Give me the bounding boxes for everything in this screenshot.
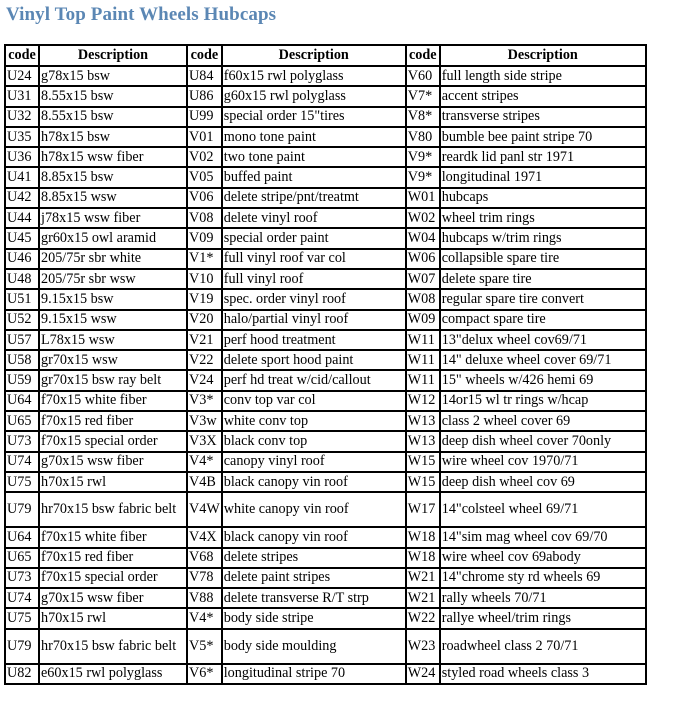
wheel-description-cell: regular spare tire convert xyxy=(440,289,646,309)
paint-code-cell: V1* xyxy=(187,249,222,269)
tire-code-cell: U46 xyxy=(5,249,39,269)
table-row xyxy=(5,452,646,472)
tire-description-cell: 205/75r sbr white xyxy=(39,249,187,269)
table-row xyxy=(5,608,646,628)
tire-description-cell: 9.15x15 wsw xyxy=(39,310,187,330)
table-row xyxy=(5,310,646,330)
paint-code-cell: V08 xyxy=(187,208,222,228)
wheel-description-cell: rallye wheel/trim rings xyxy=(440,608,646,628)
tire-code-cell: U58 xyxy=(5,350,39,370)
wheel-code-cell: V80 xyxy=(406,127,440,147)
tire-description-cell: 9.15x15 bsw xyxy=(39,289,187,309)
paint-description-cell: body side moulding xyxy=(222,629,406,664)
wheel-description-cell: 14" deluxe wheel cover 69/71 xyxy=(440,350,646,370)
table-row xyxy=(5,431,646,451)
tire-description-cell: 8.85x15 bsw xyxy=(39,167,187,187)
table-row xyxy=(5,249,646,269)
table-row xyxy=(5,350,646,370)
paint-description-cell: two tone paint xyxy=(222,147,406,167)
wheel-code-cell: W21 xyxy=(406,588,440,608)
paint-code-cell: V22 xyxy=(187,350,222,370)
codes-table xyxy=(4,44,647,685)
paint-description-cell: body side stripe xyxy=(222,608,406,628)
wheel-description-cell: deep dish wheel cover 70only xyxy=(440,431,646,451)
table-row xyxy=(5,228,646,248)
paint-description-cell: longitudinal stripe 70 xyxy=(222,664,406,684)
wheel-description-cell: compact spare tire xyxy=(440,310,646,330)
paint-code-cell: V20 xyxy=(187,310,222,330)
tire-code-cell: U51 xyxy=(5,289,39,309)
wheel-code-cell: W11 xyxy=(406,330,440,350)
wheel-description-cell: transverse stripes xyxy=(440,107,646,127)
wheel-description-cell: 14"colsteel wheel 69/71 xyxy=(440,492,646,527)
table-row xyxy=(5,289,646,309)
table-row xyxy=(5,629,646,664)
wheel-description-cell: class 2 wheel cover 69 xyxy=(440,411,646,431)
paint-description-cell: black canopy vin roof xyxy=(222,527,406,547)
tire-code-cell: U24 xyxy=(5,66,39,86)
table-row xyxy=(5,107,646,127)
tire-description-cell: h78x15 bsw xyxy=(39,127,187,147)
tire-description-cell: f70x15 special order xyxy=(39,431,187,451)
wheel-code-cell: W17 xyxy=(406,492,440,527)
paint-description-cell: conv top var col xyxy=(222,391,406,411)
paint-description-cell: white canopy vin roof xyxy=(222,492,406,527)
paint-description-cell: f60x15 rwl polyglass xyxy=(222,66,406,86)
paint-code-cell: V24 xyxy=(187,370,222,390)
tire-description-cell: 8.55x15 bsw xyxy=(39,86,187,106)
tire-description-cell: j78x15 wsw fiber xyxy=(39,208,187,228)
tire-code-cell: U64 xyxy=(5,527,39,547)
tire-code-cell: U42 xyxy=(5,188,39,208)
paint-description-cell: delete vinyl roof xyxy=(222,208,406,228)
column-header-code: code xyxy=(187,45,222,66)
table-row xyxy=(5,167,646,187)
wheel-description-cell: wheel trim rings xyxy=(440,208,646,228)
paint-description-cell: spec. order vinyl roof xyxy=(222,289,406,309)
paint-code-cell: V78 xyxy=(187,568,222,588)
wheel-code-cell: W18 xyxy=(406,527,440,547)
tire-description-cell: g70x15 wsw fiber xyxy=(39,588,187,608)
paint-description-cell: delete sport hood paint xyxy=(222,350,406,370)
column-header-description: Description xyxy=(39,45,187,66)
tire-code-cell: U73 xyxy=(5,431,39,451)
paint-description-cell: white conv top xyxy=(222,411,406,431)
paint-code-cell: V06 xyxy=(187,188,222,208)
paint-description-cell: canopy vinyl roof xyxy=(222,452,406,472)
wheel-description-cell: roadwheel class 2 70/71 xyxy=(440,629,646,664)
paint-description-cell: delete stripes xyxy=(222,548,406,568)
paint-description-cell: black canopy vin roof xyxy=(222,472,406,492)
wheel-code-cell: W18 xyxy=(406,548,440,568)
wheel-code-cell: V60 xyxy=(406,66,440,86)
table-row xyxy=(5,664,646,684)
paint-description-cell: special order 15"tires xyxy=(222,107,406,127)
tire-code-cell: U75 xyxy=(5,608,39,628)
table-row xyxy=(5,66,646,86)
wheel-code-cell: W11 xyxy=(406,350,440,370)
wheel-code-cell: W22 xyxy=(406,608,440,628)
paint-description-cell: delete transverse R/T strp xyxy=(222,588,406,608)
table-header-row xyxy=(5,45,646,66)
table-body xyxy=(5,66,646,684)
tire-code-cell: U65 xyxy=(5,411,39,431)
tire-description-cell: gr60x15 owl aramid xyxy=(39,228,187,248)
table-row xyxy=(5,588,646,608)
wheel-code-cell: W23 xyxy=(406,629,440,664)
wheel-code-cell: W13 xyxy=(406,411,440,431)
table-row xyxy=(5,370,646,390)
tire-description-cell: 205/75r sbr wsw xyxy=(39,269,187,289)
tire-description-cell: f70x15 red fiber xyxy=(39,411,187,431)
wheel-description-cell: wire wheel cov 1970/71 xyxy=(440,452,646,472)
tire-code-cell: U44 xyxy=(5,208,39,228)
wheel-code-cell: W11 xyxy=(406,370,440,390)
paint-code-cell: V09 xyxy=(187,228,222,248)
tire-code-cell: U59 xyxy=(5,370,39,390)
wheel-description-cell: 15" wheels w/426 hemi 69 xyxy=(440,370,646,390)
tire-description-cell: e60x15 rwl polyglass xyxy=(39,664,187,684)
paint-code-cell: V3* xyxy=(187,391,222,411)
wheel-description-cell: full length side stripe xyxy=(440,66,646,86)
paint-description-cell: mono tone paint xyxy=(222,127,406,147)
table-row xyxy=(5,269,646,289)
table-row xyxy=(5,208,646,228)
paint-code-cell: V02 xyxy=(187,147,222,167)
tire-code-cell: U65 xyxy=(5,548,39,568)
tire-description-cell: h70x15 rwl xyxy=(39,608,187,628)
paint-description-cell: black conv top xyxy=(222,431,406,451)
tire-code-cell: U74 xyxy=(5,452,39,472)
tire-description-cell: h78x15 wsw fiber xyxy=(39,147,187,167)
tire-code-cell: U31 xyxy=(5,86,39,106)
wheel-code-cell: W01 xyxy=(406,188,440,208)
wheel-code-cell: W02 xyxy=(406,208,440,228)
column-header-description: Description xyxy=(222,45,406,66)
page-title: Vinyl Top Paint Wheels Hubcaps xyxy=(6,4,277,25)
wheel-description-cell: deep dish wheel cov 69 xyxy=(440,472,646,492)
tire-code-cell: U79 xyxy=(5,629,39,664)
wheel-code-cell: W21 xyxy=(406,568,440,588)
wheel-description-cell: collapsible spare tire xyxy=(440,249,646,269)
paint-code-cell: U99 xyxy=(187,107,222,127)
tire-description-cell: h70x15 rwl xyxy=(39,472,187,492)
wheel-description-cell: 14or15 wl tr rings w/hcap xyxy=(440,391,646,411)
paint-code-cell: V19 xyxy=(187,289,222,309)
paint-description-cell: full vinyl roof xyxy=(222,269,406,289)
wheel-description-cell: hubcaps xyxy=(440,188,646,208)
wheel-description-cell: 14"chrome sty rd wheels 69 xyxy=(440,568,646,588)
tire-code-cell: U75 xyxy=(5,472,39,492)
wheel-code-cell: W04 xyxy=(406,228,440,248)
wheel-code-cell: W08 xyxy=(406,289,440,309)
wheel-code-cell: W24 xyxy=(406,664,440,684)
paint-code-cell: U86 xyxy=(187,86,222,106)
tire-code-cell: U73 xyxy=(5,568,39,588)
paint-code-cell: V10 xyxy=(187,269,222,289)
column-header-description: Description xyxy=(440,45,646,66)
paint-code-cell: V21 xyxy=(187,330,222,350)
wheel-code-cell: W07 xyxy=(406,269,440,289)
wheel-description-cell: 14"sim mag wheel cov 69/70 xyxy=(440,527,646,547)
tire-description-cell: L78x15 wsw xyxy=(39,330,187,350)
tire-description-cell: gr70x15 wsw xyxy=(39,350,187,370)
tire-description-cell: f70x15 red fiber xyxy=(39,548,187,568)
wheel-code-cell: V7* xyxy=(406,86,440,106)
wheel-description-cell: delete spare tire xyxy=(440,269,646,289)
wheel-code-cell: W06 xyxy=(406,249,440,269)
tire-description-cell: f70x15 special order xyxy=(39,568,187,588)
table-row xyxy=(5,330,646,350)
wheel-description-cell: 13"delux wheel cov69/71 xyxy=(440,330,646,350)
tire-code-cell: U57 xyxy=(5,330,39,350)
tire-code-cell: U64 xyxy=(5,391,39,411)
wheel-description-cell: wire wheel cov 69abody xyxy=(440,548,646,568)
wheel-code-cell: V8* xyxy=(406,107,440,127)
paint-code-cell: V3X xyxy=(187,431,222,451)
tire-description-cell: gr70x15 bsw ray belt xyxy=(39,370,187,390)
paint-description-cell: special order paint xyxy=(222,228,406,248)
column-header-code: code xyxy=(406,45,440,66)
tire-code-cell: U82 xyxy=(5,664,39,684)
tire-code-cell: U52 xyxy=(5,310,39,330)
table-row xyxy=(5,411,646,431)
table-row xyxy=(5,548,646,568)
tire-description-cell: 8.55x15 bsw xyxy=(39,107,187,127)
paint-code-cell: V68 xyxy=(187,548,222,568)
table-row xyxy=(5,86,646,106)
table-row xyxy=(5,188,646,208)
paint-description-cell: full vinyl roof var col xyxy=(222,249,406,269)
table-row xyxy=(5,472,646,492)
wheel-description-cell: rally wheels 70/71 xyxy=(440,588,646,608)
tire-description-cell: f70x15 white fiber xyxy=(39,527,187,547)
paint-code-cell: V01 xyxy=(187,127,222,147)
wheel-code-cell: W15 xyxy=(406,472,440,492)
paint-description-cell: delete paint stripes xyxy=(222,568,406,588)
column-header-code: code xyxy=(5,45,39,66)
wheel-description-cell: accent stripes xyxy=(440,86,646,106)
paint-code-cell: V05 xyxy=(187,167,222,187)
paint-description-cell: delete stripe/pnt/treatmt xyxy=(222,188,406,208)
tire-description-cell: g78x15 bsw xyxy=(39,66,187,86)
wheel-description-cell: reardk lid panl str 1971 xyxy=(440,147,646,167)
tire-code-cell: U45 xyxy=(5,228,39,248)
paint-code-cell: V4* xyxy=(187,608,222,628)
wheel-code-cell: W12 xyxy=(406,391,440,411)
table-row xyxy=(5,527,646,547)
table-row xyxy=(5,127,646,147)
table-row xyxy=(5,391,646,411)
wheel-description-cell: bumble bee paint stripe 70 xyxy=(440,127,646,147)
wheel-code-cell: V9* xyxy=(406,167,440,187)
tire-code-cell: U48 xyxy=(5,269,39,289)
wheel-code-cell: W15 xyxy=(406,452,440,472)
wheel-description-cell: longitudinal 1971 xyxy=(440,167,646,187)
wheel-description-cell: hubcaps w/trim rings xyxy=(440,228,646,248)
paint-description-cell: halo/partial vinyl roof xyxy=(222,310,406,330)
table-row xyxy=(5,147,646,167)
wheel-code-cell: V9* xyxy=(406,147,440,167)
wheel-code-cell: W13 xyxy=(406,431,440,451)
paint-code-cell: V4B xyxy=(187,472,222,492)
tire-code-cell: U35 xyxy=(5,127,39,147)
paint-code-cell: V4W xyxy=(187,492,222,527)
paint-code-cell: V4* xyxy=(187,452,222,472)
paint-code-cell: V6* xyxy=(187,664,222,684)
wheel-description-cell: styled road wheels class 3 xyxy=(440,664,646,684)
paint-code-cell: V5* xyxy=(187,629,222,664)
wheel-code-cell: W09 xyxy=(406,310,440,330)
paint-description-cell: g60x15 rwl polyglass xyxy=(222,86,406,106)
tire-code-cell: U74 xyxy=(5,588,39,608)
table-row xyxy=(5,568,646,588)
tire-code-cell: U41 xyxy=(5,167,39,187)
paint-code-cell: U84 xyxy=(187,66,222,86)
tire-code-cell: U36 xyxy=(5,147,39,167)
tire-description-cell: hr70x15 bsw fabric belt xyxy=(39,629,187,664)
paint-code-cell: V88 xyxy=(187,588,222,608)
paint-description-cell: perf hd treat w/cid/callout xyxy=(222,370,406,390)
tire-description-cell: hr70x15 bsw fabric belt xyxy=(39,492,187,527)
paint-code-cell: V4X xyxy=(187,527,222,547)
tire-description-cell: f70x15 white fiber xyxy=(39,391,187,411)
tire-code-cell: U32 xyxy=(5,107,39,127)
paint-code-cell: V3w xyxy=(187,411,222,431)
table-row xyxy=(5,492,646,527)
paint-description-cell: perf hood treatment xyxy=(222,330,406,350)
paint-description-cell: buffed paint xyxy=(222,167,406,187)
tire-description-cell: 8.85x15 wsw xyxy=(39,188,187,208)
tire-description-cell: g70x15 wsw fiber xyxy=(39,452,187,472)
tire-code-cell: U79 xyxy=(5,492,39,527)
